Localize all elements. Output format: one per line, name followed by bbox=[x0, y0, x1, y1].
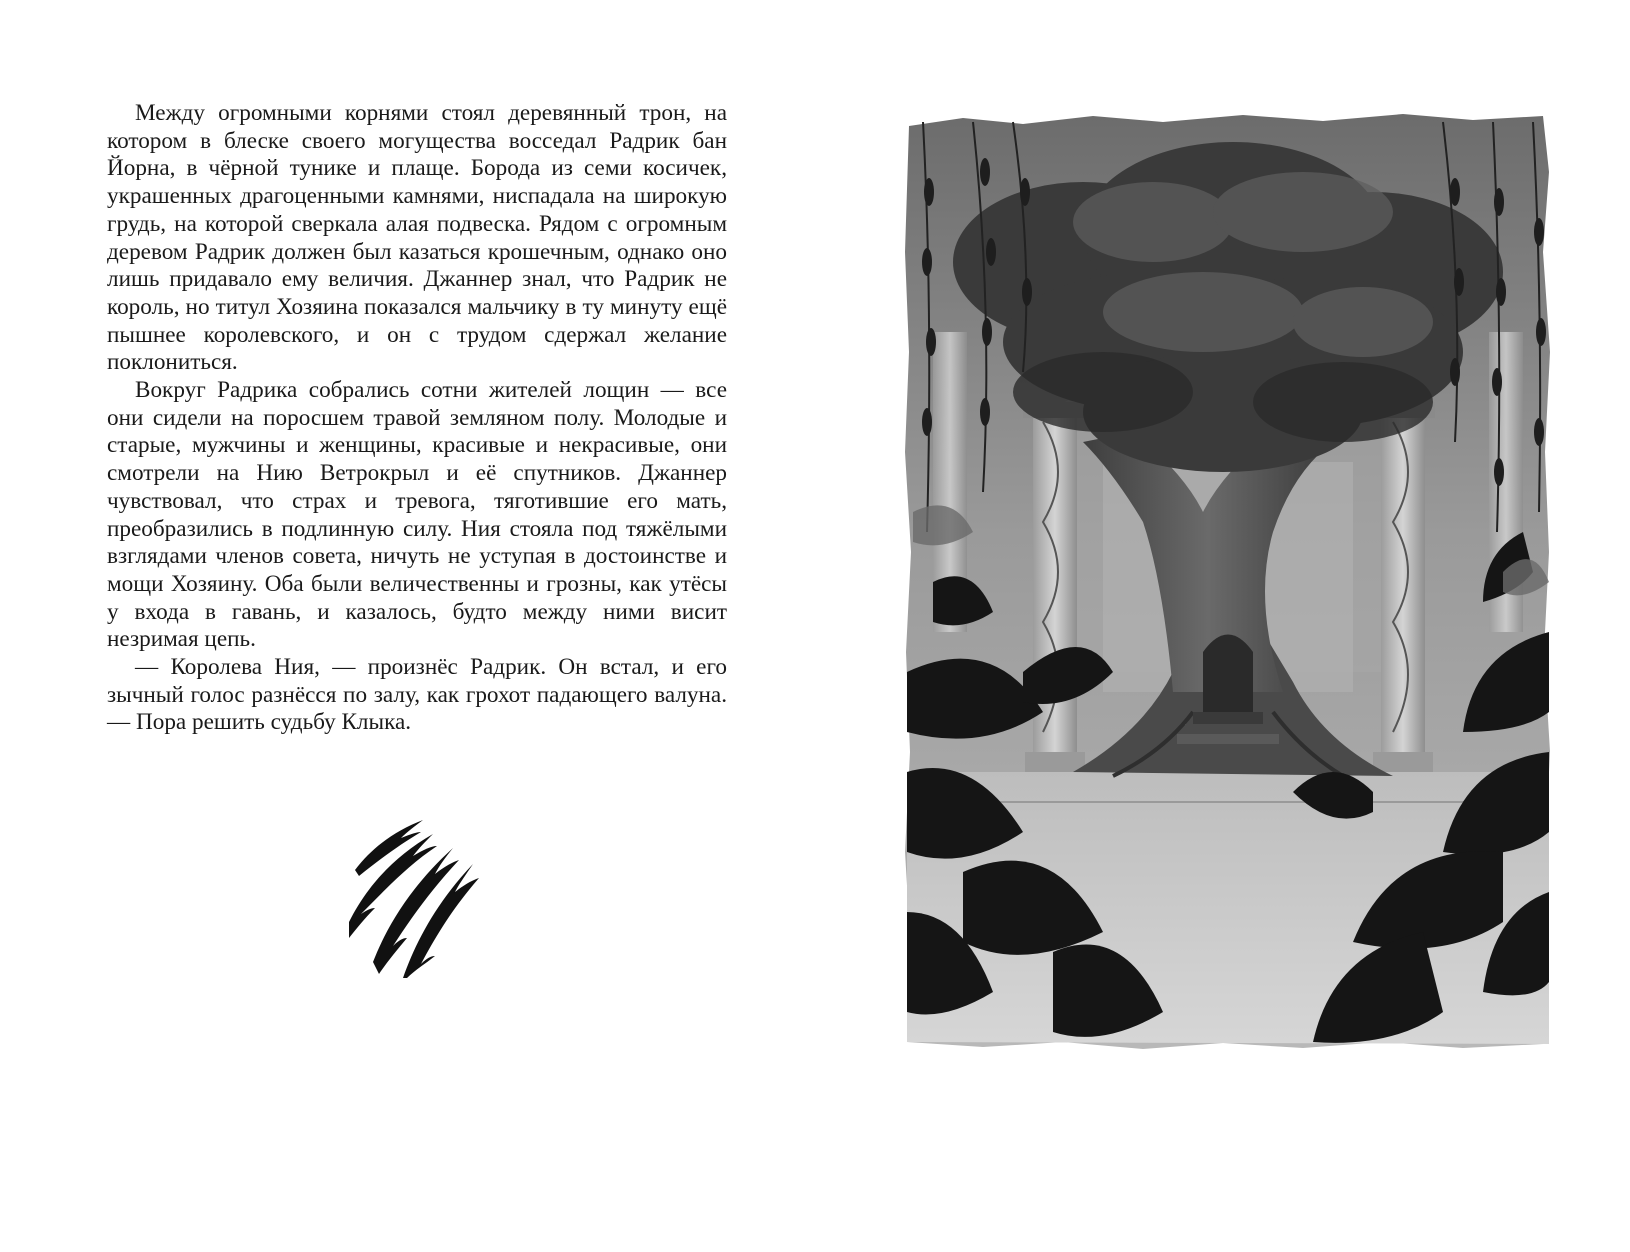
tree-throne-illustration bbox=[903, 112, 1551, 1050]
body-text bbox=[107, 100, 727, 737]
paragraph-3: — Королева Ния, — произнёс Радрик. Он встал, и его зычный голос разнёсся по залу, как грохот падающего валуна. — Пора решить судьбу Клыка. bbox=[107, 654, 727, 736]
illustration-art bbox=[903, 112, 1551, 1050]
paragraph-2: Вокруг Радрика собрались сотни жителей лощин — все они сидели на поросшем травой земляном полу. Молодые и старые, мужчины и женщины, красивые и некрасивые, они смотрели на Нию Ветрокрыл и её спутников. Джаннер чувствовал, что страх и тревога, тяготившие его мать, преобразились в подлинную силу. Ния стояла под тяжёлыми взглядами членов совета, ничуть не уступая в достоинстве и мощи Хозяину. Оба были величественны и грозны, как утёсы у входа в гавань, и казалось, будто между ними висит незримая цепь. bbox=[107, 377, 727, 653]
paragraph-1: Между огромными корнями стоял деревянный трон, на котором в блеске своего могущества восседал Радрик бан Йорна, в чёрной тунике и плаще. Борода из семи косичек, украшенных драгоценными камнями, ниспадала на широкую грудь, на которой сверкала алая подвеска. Рядом с огромным деревом Радрик должен был казаться крошечным, однако оно лишь придавало ему величия. Джаннер знал, что Радрик не король, но титул Хозяина показался мальчику в ту минуту ещё пышнее королевского, и он с трудом сдержал желание поклониться. bbox=[107, 100, 727, 376]
claw-scratch-icon bbox=[345, 818, 495, 978]
right-page bbox=[815, 0, 1630, 1252]
